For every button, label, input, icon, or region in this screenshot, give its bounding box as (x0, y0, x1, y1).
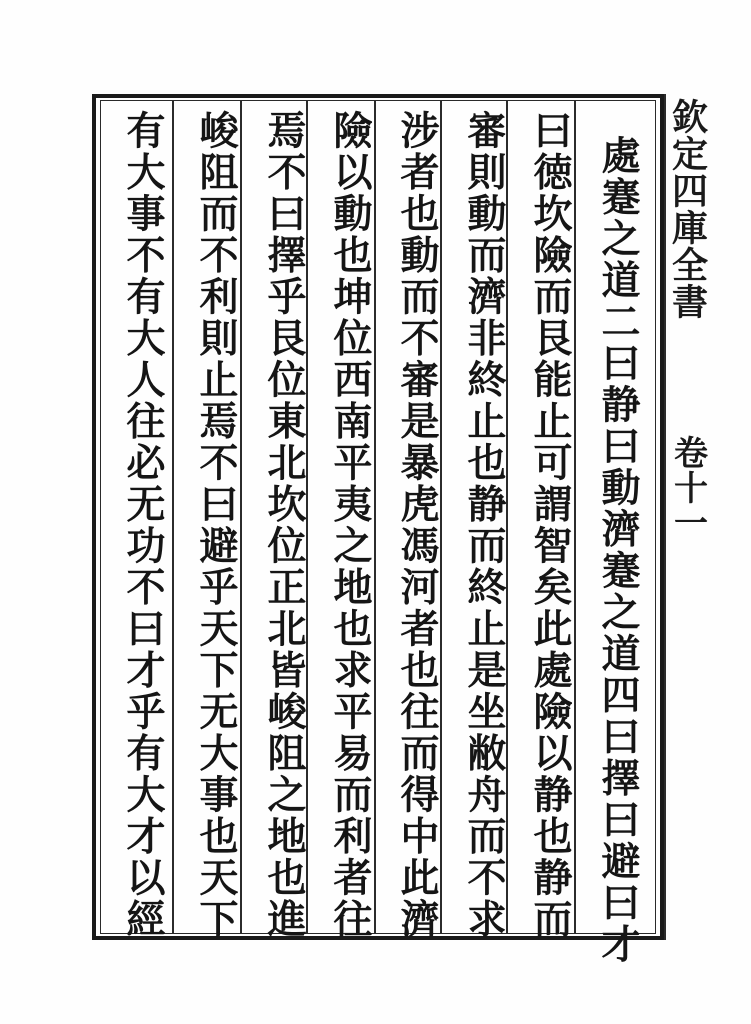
column-text: 峻阻而不利則止焉不曰避乎天下无大事也天下 (193, 110, 239, 940)
column-rule (172, 100, 174, 934)
text-column-8 (115, 110, 171, 940)
text-column-1 (590, 135, 646, 965)
column-text: 處蹇之道二曰静曰動濟蹇之道四曰擇曰避曰才 (595, 135, 641, 965)
column-text: 審則動而濟非終止也静而終止是坐敝舟而不求 (461, 110, 507, 940)
margin-title (668, 98, 708, 320)
column-text: 險以動也坤位西南平夷之地也求平易而利者往 (327, 110, 373, 940)
text-column-6 (256, 110, 312, 940)
volume-number: 卷十一 (667, 435, 708, 540)
text-column-7 (188, 110, 244, 940)
text-column-2 (522, 110, 578, 940)
text-column-3 (456, 110, 512, 940)
column-text: 焉不曰擇乎艮位東北坎位正北皆峻阻之地也進 (261, 110, 307, 940)
column-text: 曰徳坎險而艮能止可謂智矣此處險以静也静而 (527, 110, 573, 940)
column-text: 涉者也動而不審是暴虎馮河者也往而得中此濟 (394, 110, 440, 940)
text-column-4 (389, 110, 445, 940)
book-title: 欽定四庫全書 (666, 98, 709, 320)
column-text: 有大事不有大人往必无功不曰才乎有大才以經 (120, 110, 166, 940)
margin-volume (668, 435, 708, 540)
text-column-5 (322, 110, 378, 940)
